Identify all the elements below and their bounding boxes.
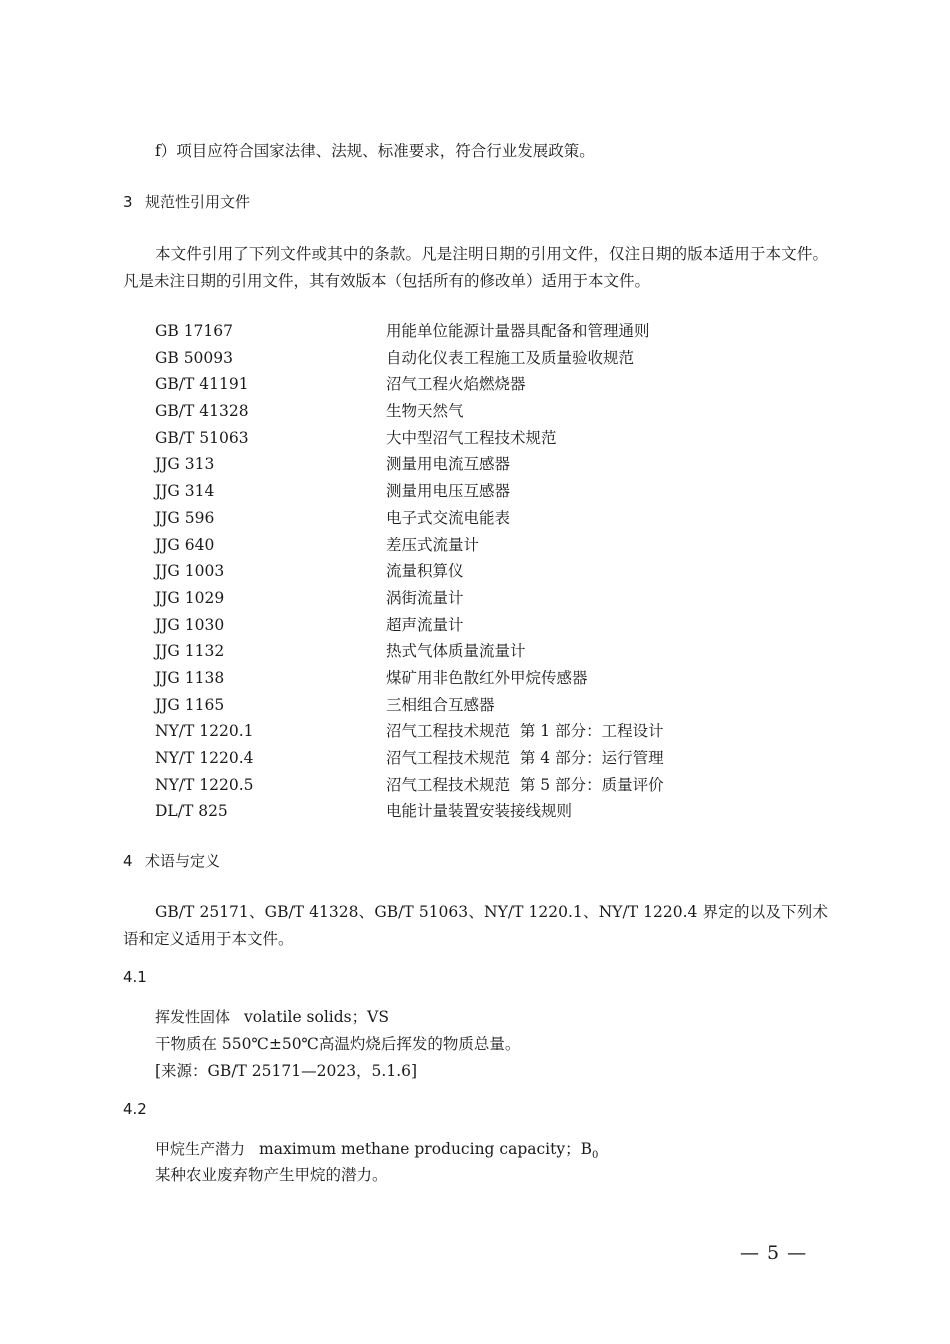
reference-code: NY/T 1220.5 <box>155 775 254 794</box>
reference-code: JJG 1138 <box>155 668 225 687</box>
reference-list <box>155 318 755 825</box>
reference-title: 生物天然气 <box>386 402 464 421</box>
reference-title: 超声流量计 <box>386 615 464 634</box>
reference-title: 沼气工程火焰燃烧器 <box>386 375 526 394</box>
reference-code: JJG 1003 <box>155 562 225 581</box>
reference-row <box>155 718 755 745</box>
term-4-1-title-en: volatile solids；VS <box>244 1008 389 1026</box>
reference-row <box>155 692 755 719</box>
term-4-2-title-en: maximum methane producing capacity；B <box>259 1140 593 1158</box>
reference-code: JJG 1029 <box>155 588 225 607</box>
reference-code: GB 50093 <box>155 348 234 367</box>
section-3-title: 规范性引用文件 <box>145 193 251 211</box>
reference-code: JJG 1165 <box>155 695 225 714</box>
reference-row <box>155 612 755 639</box>
term-4-1-title <box>155 1005 389 1027</box>
reference-row <box>155 371 755 398</box>
reference-code: JJG 313 <box>155 455 215 474</box>
term-4-2-definition: 某种农业废弃物产生甲烷的潜力。 <box>155 1166 388 1184</box>
reference-code: JJG 640 <box>155 535 215 554</box>
reference-row <box>155 398 755 425</box>
reference-row <box>155 558 755 585</box>
reference-code: GB/T 41328 <box>155 402 249 421</box>
term-4-1-title-cn: 挥发性固体 <box>155 1008 231 1026</box>
reference-code: DL/T 825 <box>155 802 228 821</box>
term-4-1-definition: 干物质在 550℃±50℃高温灼烧后挥发的物质总量。 <box>155 1035 521 1053</box>
section-4-heading <box>123 850 220 871</box>
reference-row <box>155 798 755 825</box>
reference-code: JJG 1132 <box>155 642 225 661</box>
reference-row <box>155 451 755 478</box>
reference-title: 自动化仪表工程施工及质量验收规范 <box>386 348 635 367</box>
reference-row <box>155 478 755 505</box>
reference-code: GB/T 51063 <box>155 428 249 447</box>
reference-row <box>155 638 755 665</box>
section-3-number: 3 <box>123 193 133 211</box>
section-4-number: 4 <box>123 852 133 870</box>
reference-title: 大中型沼气工程技术规范 <box>386 428 557 447</box>
reference-title: 电子式交流电能表 <box>386 508 511 527</box>
term-4-2-title-subscript: 0 <box>592 1150 599 1162</box>
reference-code: GB 17167 <box>155 322 234 340</box>
reference-row <box>155 318 755 345</box>
term-4-2-title-cn: 甲烷生产潜力 <box>155 1140 246 1158</box>
reference-row <box>155 745 755 772</box>
reference-row <box>155 532 755 559</box>
reference-title: 沼气工程技术规范 第 4 部分：运行管理 <box>386 749 664 767</box>
reference-row <box>155 665 755 692</box>
reference-row <box>155 585 755 612</box>
reference-code: JJG 1030 <box>155 615 225 634</box>
term-4-1-number: 4.1 <box>123 968 147 986</box>
reference-row <box>155 425 755 452</box>
reference-row <box>155 505 755 532</box>
reference-title: 热式气体质量流量计 <box>386 642 526 661</box>
term-4-2-number: 4.2 <box>123 1100 147 1118</box>
section-4-paragraph: GB/T 25171、GB/T 41328、GB/T 51063、NY/T 1220.1、NY/T 1220.4 界定的以及下列术语和定义适用于本文件。 <box>123 903 828 948</box>
reference-title: 流量积算仪 <box>386 562 464 581</box>
reference-title: 三相组合互感器 <box>386 695 495 714</box>
reference-title: 测量用电流互感器 <box>386 455 511 474</box>
term-4-2-title <box>155 1137 598 1161</box>
reference-code: GB/T 41191 <box>155 375 249 394</box>
section-4-title: 术语与定义 <box>145 852 221 870</box>
reference-title: 电能计量装置安装接线规则 <box>386 802 573 821</box>
reference-row <box>155 345 755 372</box>
intro-item-f: f）项目应符合国家法律、法规、标准要求，符合行业发展政策。 <box>155 142 595 160</box>
term-4-1-source: [来源：GB/T 25171—2023，5.1.6] <box>155 1062 418 1080</box>
section-3-paragraph: 本文件引用了下列文件或其中的条款。凡是注明日期的引用文件，仅注日期的版本适用于本文件。凡是未注日期的引用文件，其有效版本（包括所有的修改单）适用于本文件。 <box>123 245 828 290</box>
reference-title: 煤矿用非色散红外甲烷传感器 <box>386 668 588 687</box>
reference-code: NY/T 1220.4 <box>155 749 254 767</box>
reference-title: 沼气工程技术规范 第 5 部分：质量评价 <box>386 775 664 794</box>
section-3-heading <box>123 191 250 212</box>
reference-code: JJG 596 <box>155 508 215 527</box>
page-number: — 5 — <box>740 1242 808 1264</box>
reference-row <box>155 772 755 799</box>
reference-code: NY/T 1220.1 <box>155 722 254 741</box>
reference-title: 测量用电压互感器 <box>386 482 511 501</box>
reference-code: JJG 314 <box>155 482 215 501</box>
reference-title: 沼气工程技术规范 第 1 部分：工程设计 <box>386 722 664 741</box>
reference-title: 用能单位能源计量器具配备和管理通则 <box>386 322 650 340</box>
reference-title: 差压式流量计 <box>386 535 480 554</box>
reference-title: 涡街流量计 <box>386 588 464 607</box>
